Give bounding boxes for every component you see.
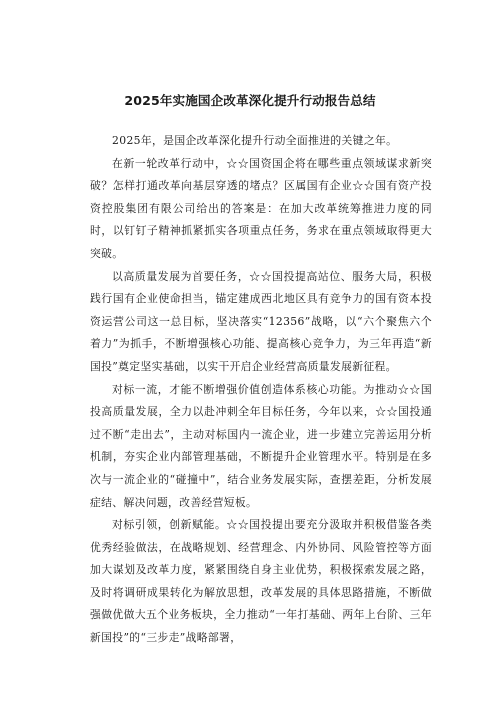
paragraph-4: 对标一流，才能不断增强价值创造体系核心功能。为推动☆☆国投高质量发展，全力以赴冲刺全年目标任务，今年以来，☆☆国投通过不断“走出去”，主动对标国内一流企业，进一步建立完善运用分析机制，夯实企业内部管理基础，不断提升企业管理水平。特别是在多次与一流企业的“碰撞中”，结合业务发展实际，查摆差距，分析发展症结、解决问题，改善经营短板。 [90, 382, 432, 509]
paragraph-1: 2025年，是国企改革深化提升行动全面推进的关键之年。 [112, 134, 398, 147]
paragraph-2: 在新一轮改革行动中，☆☆国资国企将在哪些重点领域谋求新突破？怎样打通改革向基层穿透的堵点？区属国有企业☆☆国有资产投资控股集团有限公司给出的答案是：在加大改革统筹推进力度的同时，以钉钉子精神抓紧抓实各项重点任务，务求在重点领域取得更大突破。 [90, 156, 432, 260]
document-title: 2025年实施国企改革深化提升行动报告总结 [124, 93, 376, 108]
paragraph-5: 对标引领，创新赋能。☆☆国投提出要充分汲取并积极借鉴各类优秀经验做法，在战略规划、经营理念、内外协同、风险管控等方面加大谋划及改革力度，紧紧围绕自身主业优势，积极探索发展之路，及时将调研成果转化为解放思想，改革发展的具体思路措施，不断做强做优做大五个业务板块，全力推动“一年打基础、两年上台阶、三年新国投”的“三步走”战略部署， [90, 518, 432, 645]
paragraph-3: 以高质量发展为首要任务，☆☆国投提高站位、服务大局，积极践行国有企业使命担当，锚定建成西北地区具有竞争力的国有资本投资运营公司这一总目标，坚决落实“12356”战略，以“六个聚焦六个着力”为抓手，不断增强核心功能、提高核心竞争力，为三年再造“新国投”奠定坚实基础，以实干开启企业经营高质量发展新征程。 [90, 269, 432, 373]
